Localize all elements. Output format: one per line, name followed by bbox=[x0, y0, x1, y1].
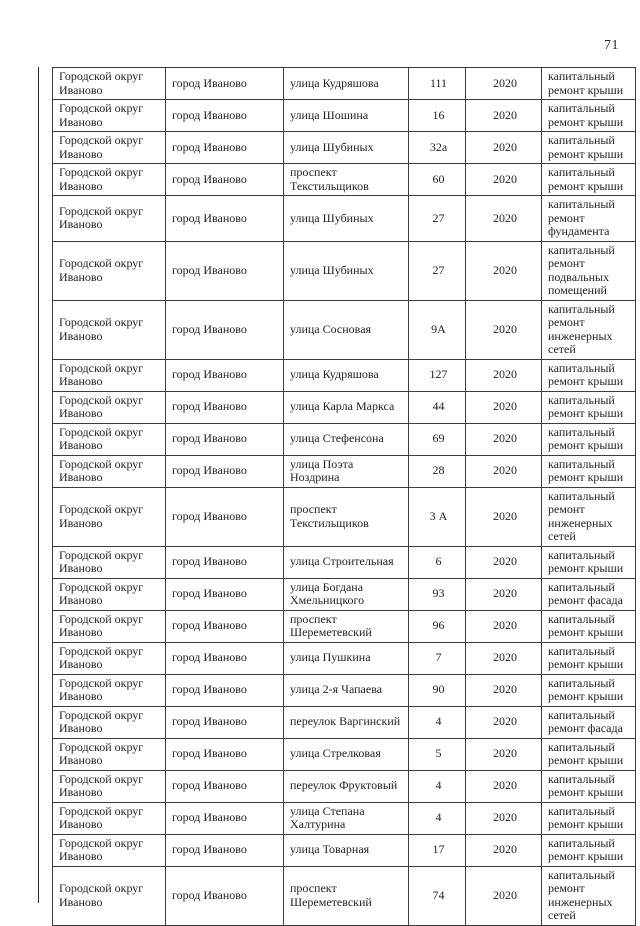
house-number-cell: 96 bbox=[409, 610, 466, 642]
year-cell: 2020 bbox=[466, 706, 542, 738]
work-type-cell: капитальный ремонт фундамента bbox=[542, 196, 636, 242]
work-type-cell: капитальный ремонт крыши bbox=[542, 132, 636, 164]
table-row bbox=[53, 423, 636, 455]
work-type-cell: капитальный ремонт инженерных сетей bbox=[542, 487, 636, 546]
house-number-cell: 3 А bbox=[409, 487, 466, 546]
settlement-cell: город Иваново bbox=[166, 487, 284, 546]
district-cell: Городской округ Иваново bbox=[53, 802, 166, 834]
house-number-cell: 74 bbox=[409, 866, 466, 925]
house-number-cell: 4 bbox=[409, 706, 466, 738]
year-cell: 2020 bbox=[466, 359, 542, 391]
house-number-cell: 32а bbox=[409, 132, 466, 164]
district-cell: Городской округ Иваново bbox=[53, 359, 166, 391]
district-cell: Городской округ Иваново bbox=[53, 164, 166, 196]
settlement-cell: город Иваново bbox=[166, 241, 284, 300]
table-row bbox=[53, 487, 636, 546]
table-row bbox=[53, 391, 636, 423]
district-cell: Городской округ Иваново bbox=[53, 706, 166, 738]
table-row bbox=[53, 674, 636, 706]
street-cell: переулок Фруктовый bbox=[284, 770, 409, 802]
district-cell: Городской округ Иваново bbox=[53, 770, 166, 802]
work-type-cell: капитальный ремонт подвальных помещений bbox=[542, 241, 636, 300]
district-cell: Городской округ Иваново bbox=[53, 196, 166, 242]
repairs-table bbox=[52, 67, 636, 926]
work-type-cell: капитальный ремонт инженерных сетей bbox=[542, 300, 636, 359]
year-cell: 2020 bbox=[466, 578, 542, 610]
street-cell: улица Карла Маркса bbox=[284, 391, 409, 423]
work-type-cell: капитальный ремонт крыши bbox=[542, 546, 636, 578]
table-row bbox=[53, 196, 636, 242]
table-row bbox=[53, 300, 636, 359]
year-cell: 2020 bbox=[466, 100, 542, 132]
work-type-cell: капитальный ремонт крыши bbox=[542, 674, 636, 706]
year-cell: 2020 bbox=[466, 196, 542, 242]
year-cell: 2020 bbox=[466, 802, 542, 834]
settlement-cell: город Иваново bbox=[166, 391, 284, 423]
year-cell: 2020 bbox=[466, 610, 542, 642]
settlement-cell: город Иваново bbox=[166, 164, 284, 196]
year-cell: 2020 bbox=[466, 455, 542, 487]
street-cell: улица Шубиных bbox=[284, 196, 409, 242]
table-row bbox=[53, 241, 636, 300]
year-cell: 2020 bbox=[466, 642, 542, 674]
work-type-cell: капитальный ремонт крыши bbox=[542, 423, 636, 455]
house-number-cell: 17 bbox=[409, 834, 466, 866]
district-cell: Городской округ Иваново bbox=[53, 391, 166, 423]
settlement-cell: город Иваново bbox=[166, 546, 284, 578]
table-row bbox=[53, 834, 636, 866]
district-cell: Городской округ Иваново bbox=[53, 100, 166, 132]
repairs-table-body bbox=[53, 68, 636, 926]
district-cell: Городской округ Иваново bbox=[53, 455, 166, 487]
street-cell: улица Стефенсона bbox=[284, 423, 409, 455]
left-margin-line bbox=[38, 67, 39, 903]
table-row bbox=[53, 642, 636, 674]
street-cell: улица Степана Халтурина bbox=[284, 802, 409, 834]
year-cell: 2020 bbox=[466, 300, 542, 359]
settlement-cell: город Иваново bbox=[166, 132, 284, 164]
street-cell: проспект Текстильщиков bbox=[284, 487, 409, 546]
house-number-cell: 16 bbox=[409, 100, 466, 132]
work-type-cell: капитальный ремонт крыши bbox=[542, 164, 636, 196]
district-cell: Городской округ Иваново bbox=[53, 68, 166, 100]
street-cell: переулок Варгинский bbox=[284, 706, 409, 738]
work-type-cell: капитальный ремонт крыши bbox=[542, 738, 636, 770]
settlement-cell: город Иваново bbox=[166, 68, 284, 100]
district-cell: Городской округ Иваново bbox=[53, 738, 166, 770]
work-type-cell: капитальный ремонт фасада bbox=[542, 706, 636, 738]
work-type-cell: капитальный ремонт фасада bbox=[542, 578, 636, 610]
work-type-cell: капитальный ремонт крыши bbox=[542, 834, 636, 866]
district-cell: Городской округ Иваново bbox=[53, 487, 166, 546]
year-cell: 2020 bbox=[466, 674, 542, 706]
house-number-cell: 93 bbox=[409, 578, 466, 610]
district-cell: Городской округ Иваново bbox=[53, 834, 166, 866]
settlement-cell: город Иваново bbox=[166, 866, 284, 925]
street-cell: улица Кудряшова bbox=[284, 68, 409, 100]
house-number-cell: 90 bbox=[409, 674, 466, 706]
settlement-cell: город Иваново bbox=[166, 300, 284, 359]
settlement-cell: город Иваново bbox=[166, 359, 284, 391]
house-number-cell: 9А bbox=[409, 300, 466, 359]
table-row bbox=[53, 706, 636, 738]
table-row bbox=[53, 359, 636, 391]
table-row bbox=[53, 546, 636, 578]
table-row bbox=[53, 866, 636, 925]
settlement-cell: город Иваново bbox=[166, 455, 284, 487]
table-row bbox=[53, 578, 636, 610]
street-cell: улица 2-я Чапаева bbox=[284, 674, 409, 706]
house-number-cell: 27 bbox=[409, 241, 466, 300]
year-cell: 2020 bbox=[466, 866, 542, 925]
street-cell: улица Шубиных bbox=[284, 132, 409, 164]
settlement-cell: город Иваново bbox=[166, 738, 284, 770]
year-cell: 2020 bbox=[466, 738, 542, 770]
table-row bbox=[53, 738, 636, 770]
street-cell: улица Пушкина bbox=[284, 642, 409, 674]
street-cell: улица Кудряшова bbox=[284, 359, 409, 391]
settlement-cell: город Иваново bbox=[166, 706, 284, 738]
street-cell: улица Товарная bbox=[284, 834, 409, 866]
street-cell: улица Шубиных bbox=[284, 241, 409, 300]
district-cell: Городской округ Иваново bbox=[53, 674, 166, 706]
house-number-cell: 127 bbox=[409, 359, 466, 391]
year-cell: 2020 bbox=[466, 834, 542, 866]
settlement-cell: город Иваново bbox=[166, 802, 284, 834]
work-type-cell: капитальный ремонт крыши bbox=[542, 770, 636, 802]
street-cell: улица Богдана Хмельницкого bbox=[284, 578, 409, 610]
district-cell: Городской округ Иваново bbox=[53, 241, 166, 300]
house-number-cell: 60 bbox=[409, 164, 466, 196]
work-type-cell: капитальный ремонт крыши bbox=[542, 359, 636, 391]
street-cell: улица Поэта Ноздрина bbox=[284, 455, 409, 487]
work-type-cell: капитальный ремонт крыши bbox=[542, 100, 636, 132]
settlement-cell: город Иваново bbox=[166, 578, 284, 610]
street-cell: проспект Шереметевский bbox=[284, 866, 409, 925]
street-cell: улица Шошина bbox=[284, 100, 409, 132]
settlement-cell: город Иваново bbox=[166, 642, 284, 674]
work-type-cell: капитальный ремонт крыши bbox=[542, 68, 636, 100]
settlement-cell: город Иваново bbox=[166, 196, 284, 242]
work-type-cell: капитальный ремонт крыши bbox=[542, 802, 636, 834]
table-row bbox=[53, 455, 636, 487]
year-cell: 2020 bbox=[466, 423, 542, 455]
street-cell: улица Стрелковая bbox=[284, 738, 409, 770]
house-number-cell: 28 bbox=[409, 455, 466, 487]
settlement-cell: город Иваново bbox=[166, 610, 284, 642]
settlement-cell: город Иваново bbox=[166, 770, 284, 802]
table-row bbox=[53, 132, 636, 164]
year-cell: 2020 bbox=[466, 164, 542, 196]
house-number-cell: 7 bbox=[409, 642, 466, 674]
settlement-cell: город Иваново bbox=[166, 674, 284, 706]
house-number-cell: 4 bbox=[409, 770, 466, 802]
house-number-cell: 4 bbox=[409, 802, 466, 834]
work-type-cell: капитальный ремонт крыши bbox=[542, 455, 636, 487]
settlement-cell: город Иваново bbox=[166, 100, 284, 132]
year-cell: 2020 bbox=[466, 770, 542, 802]
work-type-cell: капитальный ремонт инженерных сетей bbox=[542, 866, 636, 925]
table-row bbox=[53, 610, 636, 642]
work-type-cell: капитальный ремонт крыши bbox=[542, 391, 636, 423]
district-cell: Городской округ Иваново bbox=[53, 578, 166, 610]
street-cell: проспект Шереметевский bbox=[284, 610, 409, 642]
year-cell: 2020 bbox=[466, 68, 542, 100]
house-number-cell: 27 bbox=[409, 196, 466, 242]
settlement-cell: город Иваново bbox=[166, 423, 284, 455]
table-row bbox=[53, 770, 636, 802]
work-type-cell: капитальный ремонт крыши bbox=[542, 642, 636, 674]
street-cell: улица Строительная bbox=[284, 546, 409, 578]
table-row bbox=[53, 164, 636, 196]
settlement-cell: город Иваново bbox=[166, 834, 284, 866]
year-cell: 2020 bbox=[466, 546, 542, 578]
house-number-cell: 69 bbox=[409, 423, 466, 455]
house-number-cell: 44 bbox=[409, 391, 466, 423]
house-number-cell: 6 bbox=[409, 546, 466, 578]
district-cell: Городской округ Иваново bbox=[53, 610, 166, 642]
table-row bbox=[53, 802, 636, 834]
district-cell: Городской округ Иваново bbox=[53, 642, 166, 674]
house-number-cell: 5 bbox=[409, 738, 466, 770]
street-cell: улица Сосновая bbox=[284, 300, 409, 359]
year-cell: 2020 bbox=[466, 132, 542, 164]
district-cell: Городской округ Иваново bbox=[53, 546, 166, 578]
table-row bbox=[53, 68, 636, 100]
work-type-cell: капитальный ремонт крыши bbox=[542, 610, 636, 642]
house-number-cell: 111 bbox=[409, 68, 466, 100]
table-row bbox=[53, 100, 636, 132]
district-cell: Городской округ Иваново bbox=[53, 866, 166, 925]
district-cell: Городской округ Иваново bbox=[53, 423, 166, 455]
district-cell: Городской округ Иваново bbox=[53, 132, 166, 164]
district-cell: Городской округ Иваново bbox=[53, 300, 166, 359]
street-cell: проспект Текстильщиков bbox=[284, 164, 409, 196]
page-number: 71 bbox=[604, 38, 619, 53]
year-cell: 2020 bbox=[466, 391, 542, 423]
year-cell: 2020 bbox=[466, 241, 542, 300]
year-cell: 2020 bbox=[466, 487, 542, 546]
